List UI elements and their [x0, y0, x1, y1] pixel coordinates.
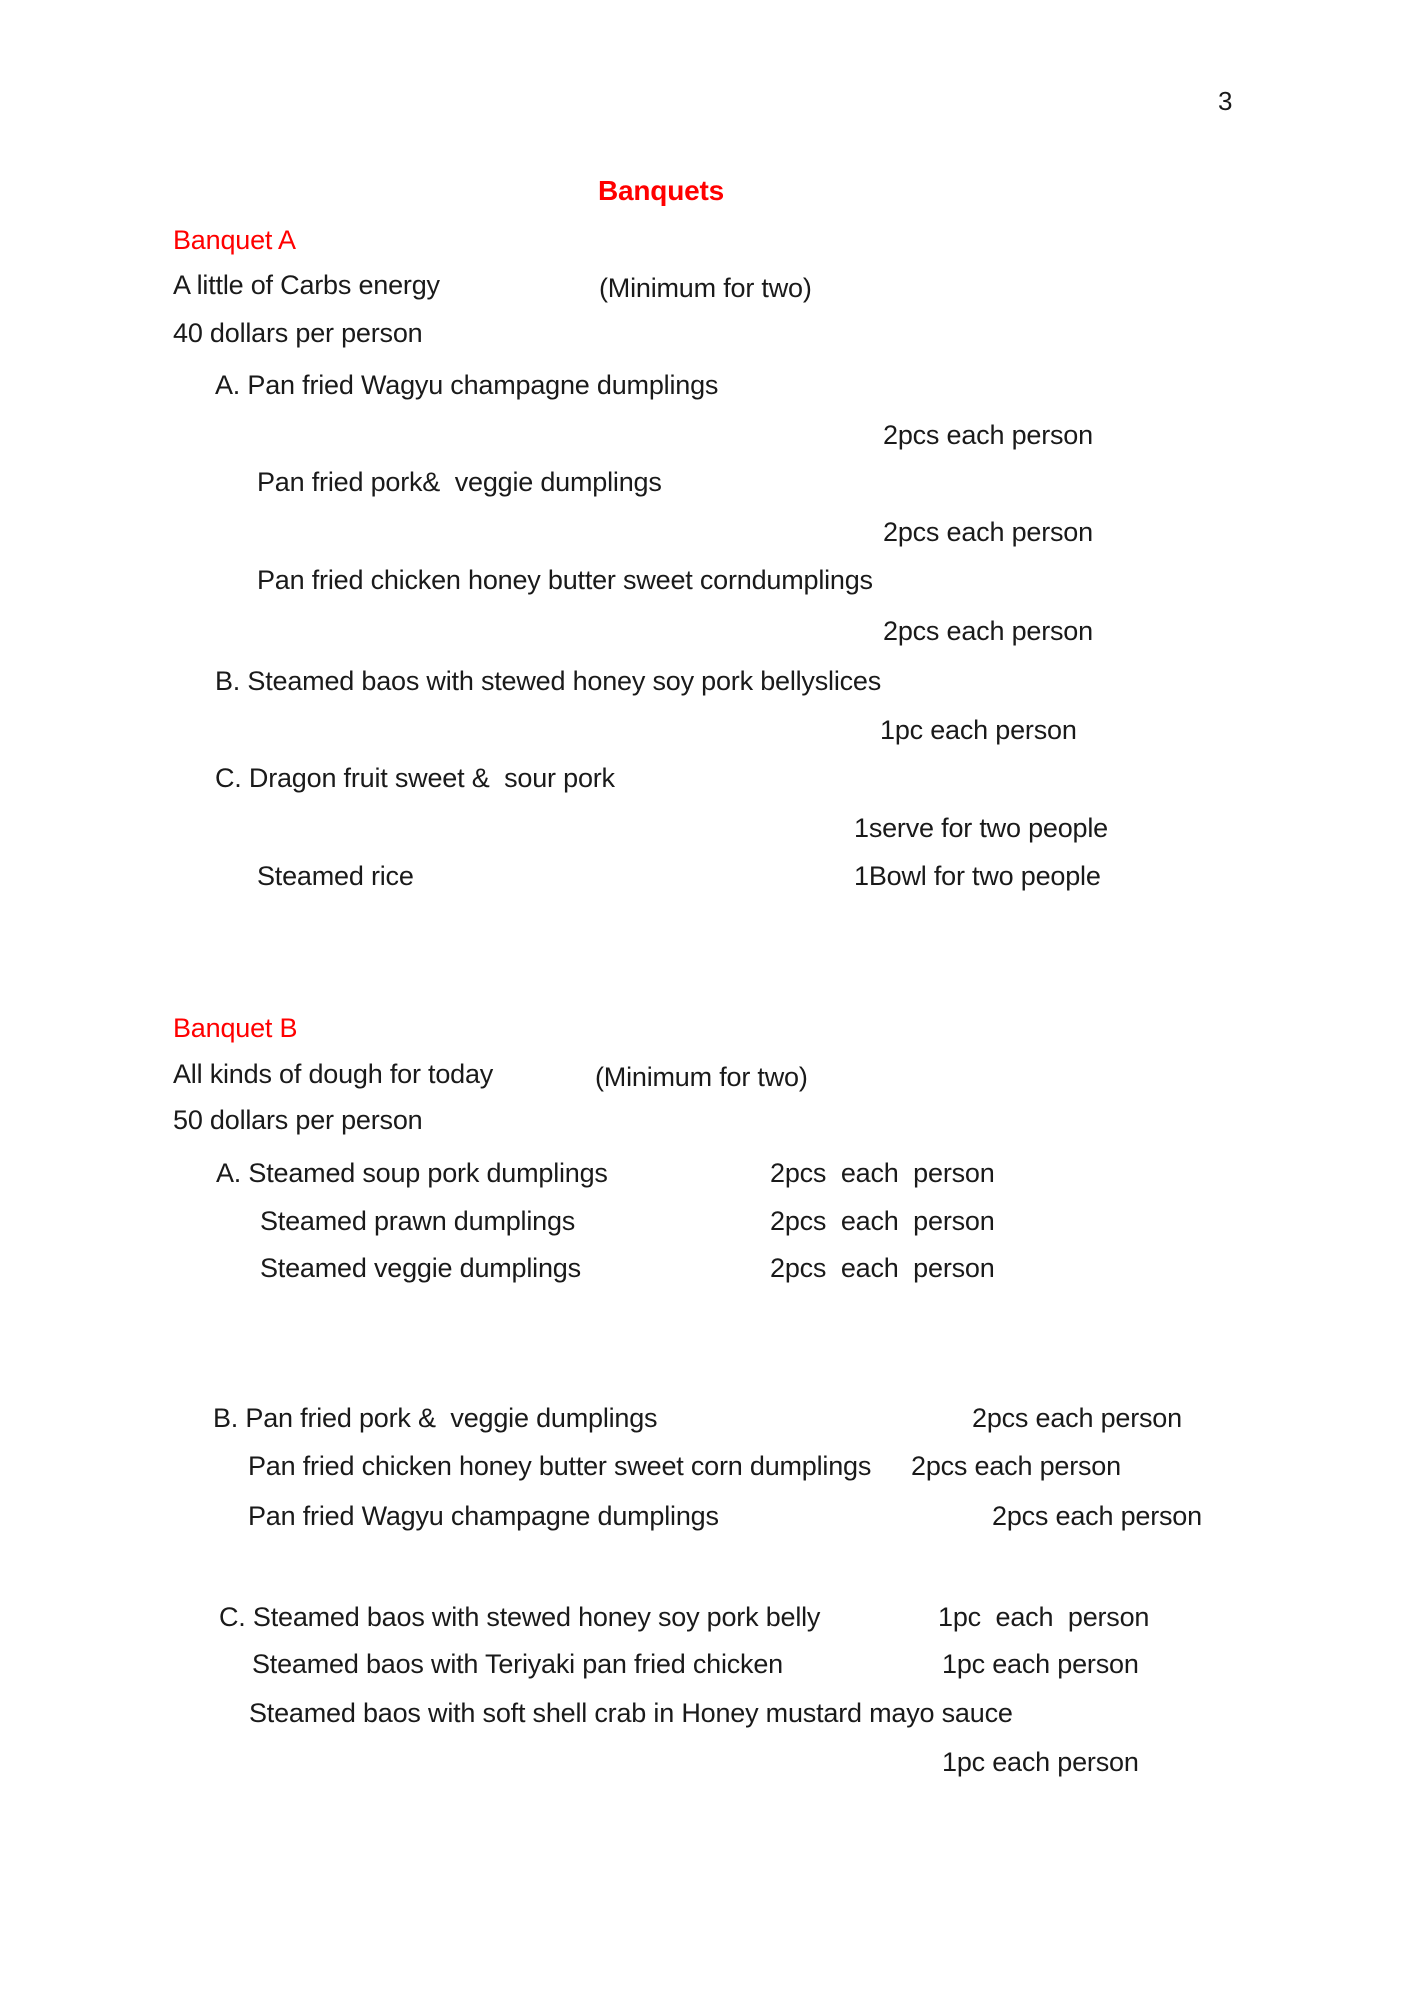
banquet-a-item-a3: Pan fried chicken honey butter sweet corndumplings [257, 565, 873, 595]
banquet-a-tagline: A little of Carbs energy [173, 270, 440, 300]
banquet-a-minimum-note: (Minimum for two) [599, 273, 812, 303]
banquet-b-item-b3-qty: 2pcs each person [992, 1501, 1202, 1531]
banquet-a-item-c1-qty: 1serve for two people [854, 813, 1108, 843]
banquet-a-item-a1: A. Pan fried Wagyu champagne dumplings [215, 370, 719, 400]
banquet-b-heading: Banquet B [173, 1013, 298, 1043]
page-number: 3 [1218, 86, 1233, 116]
banquet-b-minimum-note: (Minimum for two) [595, 1062, 808, 1092]
page-title: Banquets [598, 175, 724, 206]
banquet-a-item-a2: Pan fried pork& veggie dumplings [257, 467, 662, 497]
banquet-a-item-a3-qty: 2pcs each person [883, 616, 1093, 646]
banquet-a-item-a1-qty: 2pcs each person [883, 420, 1093, 450]
banquet-b-item-a3-qty: 2pcs each person [770, 1253, 995, 1283]
banquet-b-item-a3: Steamed veggie dumplings [260, 1253, 581, 1283]
banquet-b-item-b2-qty: 2pcs each person [911, 1451, 1121, 1481]
banquet-b-item-b3: Pan fried Wagyu champagne dumplings [248, 1501, 719, 1531]
banquet-b-item-a1: A. Steamed soup pork dumplings [216, 1158, 608, 1188]
banquet-b-item-c2-qty: 1pc each person [942, 1649, 1139, 1679]
banquet-a-heading: Banquet A [173, 225, 296, 255]
banquet-b-tagline: All kinds of dough for today [173, 1059, 494, 1089]
banquet-b-item-b2: Pan fried chicken honey butter sweet corn dumplings [248, 1451, 872, 1481]
banquet-a-item-b1-qty: 1pc each person [880, 715, 1077, 745]
banquet-a-item-c1: C. Dragon fruit sweet & sour pork [215, 763, 615, 793]
banquet-b-item-b1: B. Pan fried pork & veggie dumplings [213, 1403, 658, 1433]
banquet-a-price: 40 dollars per person [173, 318, 423, 348]
banquet-a-item-a2-qty: 2pcs each person [883, 517, 1093, 547]
banquet-b-item-b1-qty: 2pcs each person [972, 1403, 1182, 1433]
banquet-b-item-a2-qty: 2pcs each person [770, 1206, 995, 1236]
banquet-b-item-c2: Steamed baos with Teriyaki pan fried chicken [252, 1649, 783, 1679]
banquet-b-item-c3: Steamed baos with soft shell crab in Honey mustard mayo sauce [249, 1698, 1013, 1728]
banquet-b-item-c1-qty: 1pc each person [938, 1602, 1150, 1632]
banquet-b-item-c1: C. Steamed baos with stewed honey soy pork belly [219, 1602, 821, 1632]
banquet-b-item-a2: Steamed prawn dumplings [260, 1206, 576, 1236]
banquet-a-item-rice-qty: 1Bowl for two people [854, 861, 1101, 891]
banquet-a-item-rice: Steamed rice [257, 861, 414, 891]
banquet-b-item-a1-qty: 2pcs each person [770, 1158, 995, 1188]
banquet-b-item-c3-qty: 1pc each person [942, 1747, 1139, 1777]
banquet-a-item-b1: B. Steamed baos with stewed honey soy pork bellyslices [215, 666, 882, 696]
banquet-b-price: 50 dollars per person [173, 1105, 423, 1135]
